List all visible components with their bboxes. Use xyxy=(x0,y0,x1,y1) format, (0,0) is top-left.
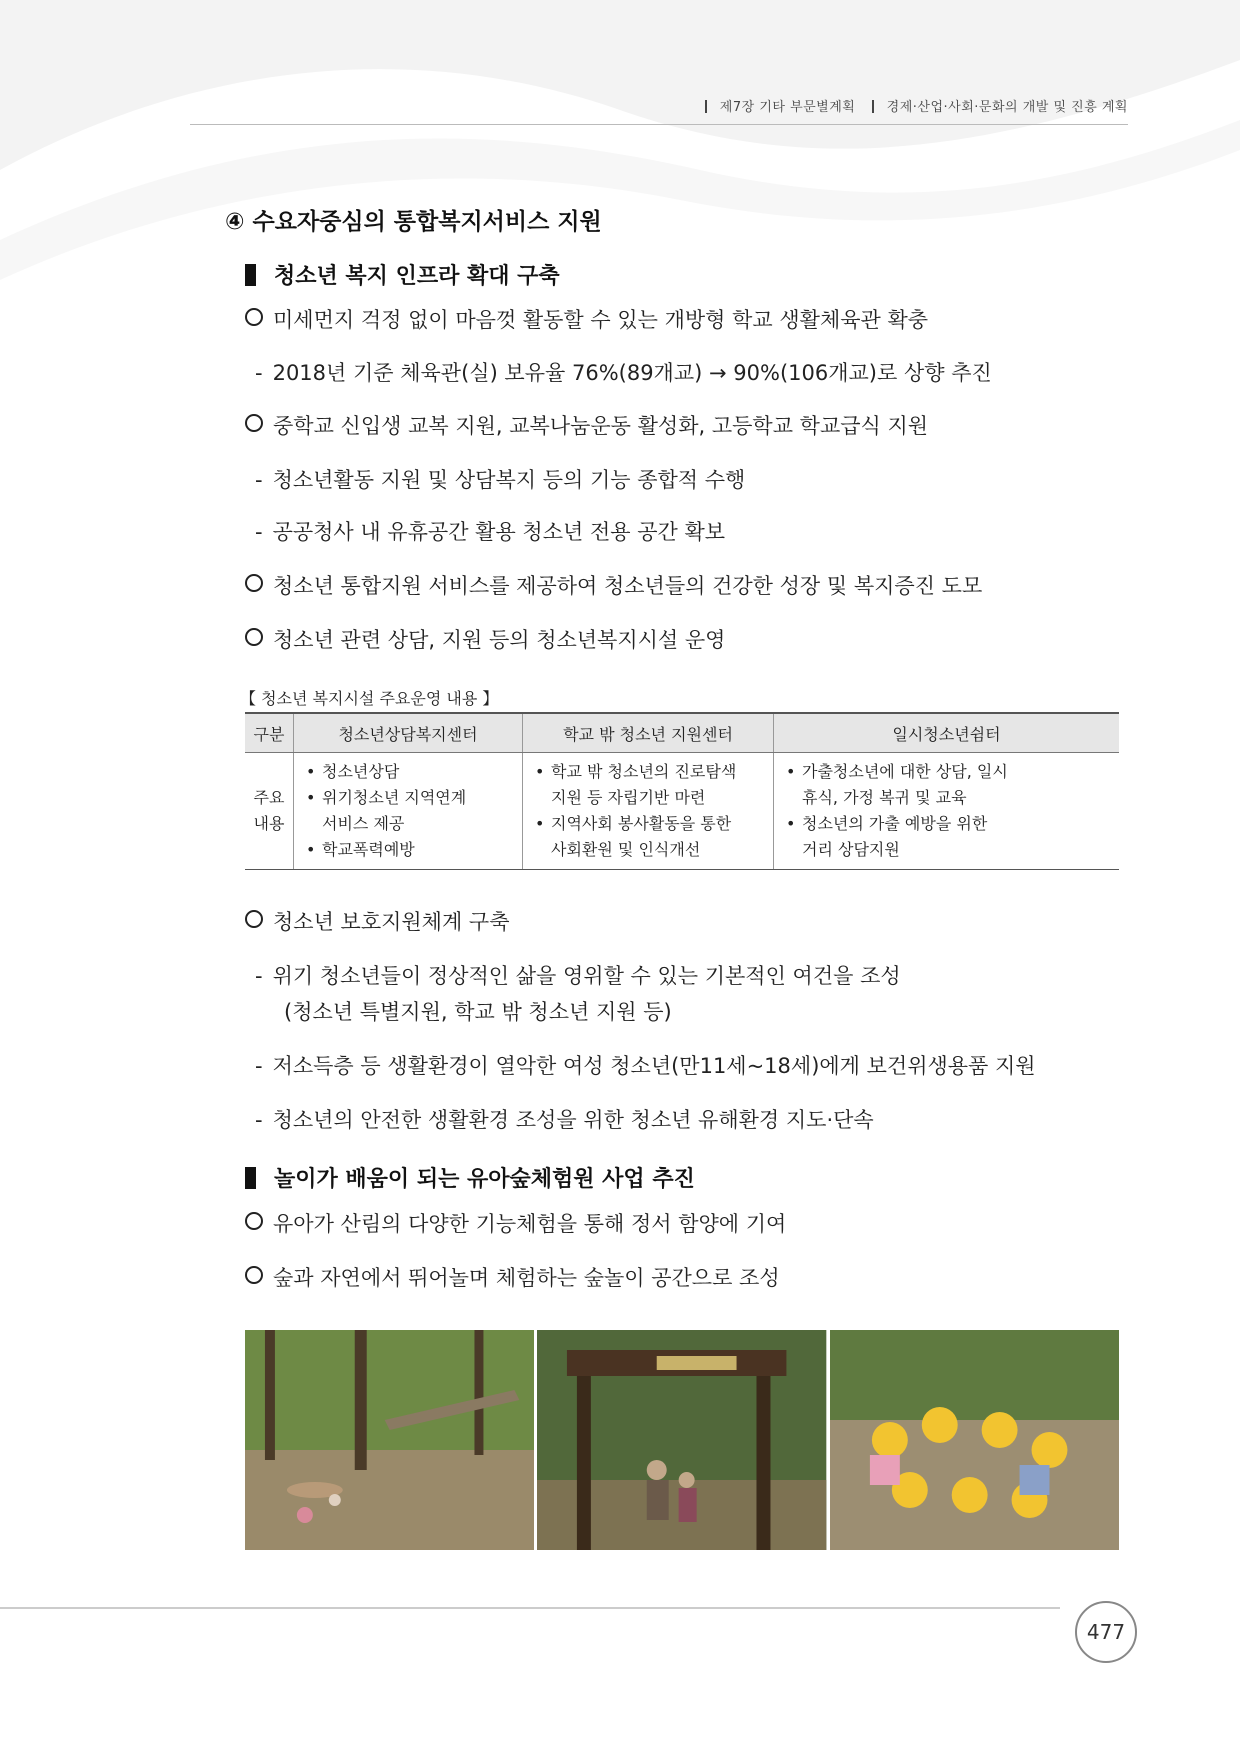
photo-forest-entrance-gate xyxy=(537,1330,826,1550)
cell-continuation: 거리 상담지원 xyxy=(802,840,900,859)
footer-rule xyxy=(0,1607,1060,1609)
table-header-cell: 구분 xyxy=(245,713,294,753)
subheading-forest-experience xyxy=(245,1162,695,1193)
circle-bullet-icon xyxy=(245,574,263,592)
cell-continuation: 지원 등 자립기반 마련 xyxy=(551,788,706,807)
table-header-cell: 일시청소년쉼터 xyxy=(774,713,1120,753)
subheading-text: 놀이가 배움이 되는 유아숲체험원 사업 추진 xyxy=(274,1167,695,1192)
cell-bullet: • 학교폭력예방 xyxy=(304,837,512,863)
page-number: 477 xyxy=(1075,1601,1137,1663)
list-item: - 저소득층 등 생활환경이 열악한 여성 청소년(만11세~18세)에게 보건위생용품 지원 xyxy=(255,1054,1036,1078)
cell-bullet: • 학교 밖 청소년의 진로탐색 xyxy=(533,759,763,785)
list-item: - 2018년 기준 체육관(실) 보유율 76%(89개교) → 90%(106개교)로 상향 추진 xyxy=(255,361,992,385)
circle-bullet-icon xyxy=(245,1212,263,1230)
subheading-text: 청소년 복지 인프라 확대 구축 xyxy=(274,264,560,289)
table-cell xyxy=(294,753,523,870)
list-item-text: 숲과 자연에서 뛰어놀며 체험하는 숲놀이 공간으로 조성 xyxy=(273,1266,780,1290)
list-item: - 청소년활동 지원 및 상담복지 등의 기능 종합적 수행 xyxy=(255,468,746,492)
table-header-row xyxy=(245,713,1119,753)
list-item xyxy=(245,906,510,936)
header-decoration xyxy=(0,0,1240,300)
list-item xyxy=(245,570,982,600)
circle-bullet-icon xyxy=(245,628,263,646)
photo-children-circle xyxy=(830,1330,1119,1550)
list-item-text: 청소년 관련 상담, 지원 등의 청소년복지시설 운영 xyxy=(273,628,726,652)
circle-bullet-icon xyxy=(245,414,263,432)
table-cell xyxy=(774,753,1120,870)
cell-bullet: • 위기청소년 지역연계 xyxy=(304,785,512,811)
row-label-line: 주요 xyxy=(253,788,285,807)
list-item-text: 청소년활동 지원 및 상담복지 등의 기능 종합적 수행 xyxy=(272,468,746,492)
circle-bullet-icon xyxy=(245,1266,263,1284)
circle-bullet-icon xyxy=(245,910,263,928)
list-item xyxy=(245,410,928,440)
welfare-facilities-table xyxy=(245,712,1119,870)
list-item-text: 청소년 통합지원 서비스를 제공하여 청소년들의 건강한 성장 및 복지증진 도모 xyxy=(273,574,983,598)
running-header xyxy=(693,96,1128,115)
list-item-text: 청소년의 안전한 생활환경 조성을 위한 청소년 유해환경 지도·단속 xyxy=(272,1108,874,1132)
header-rule xyxy=(190,124,1128,125)
list-item-text: 미세먼지 걱정 없이 마음껏 활동할 수 있는 개방형 학교 생활체육관 확충 xyxy=(273,308,929,332)
header-divider xyxy=(872,100,874,113)
list-item-continuation: (청소년 특별지원, 학교 밖 청소년 지원 등) xyxy=(284,1000,672,1024)
list-item xyxy=(245,1262,780,1292)
table-caption: 【 청소년 복지시설 주요운영 내용 】 xyxy=(240,689,499,708)
subheading-youth-welfare xyxy=(245,259,560,290)
circle-bullet-icon xyxy=(245,308,263,326)
cell-bullet: • 가출청소년에 대한 상담, 일시 xyxy=(784,759,1109,785)
cell-bullet: • 지역사회 봉사활동을 통한 xyxy=(533,811,763,837)
list-item xyxy=(245,624,725,654)
cell-continuation: 휴식, 가정 복귀 및 교육 xyxy=(802,788,967,807)
list-item xyxy=(245,1208,786,1238)
list-item: - 공공청사 내 유휴공간 활용 청소년 전용 공간 확보 xyxy=(255,520,726,544)
list-item: - 위기 청소년들이 정상적인 삶을 영위할 수 있는 기본적인 여건을 조성 xyxy=(255,964,901,988)
list-item-text: 중학교 신입생 교복 지원, 교복나눔운동 활성화, 고등학교 학교급식 지원 xyxy=(273,414,929,438)
cell-continuation: 서비스 제공 xyxy=(322,814,405,833)
header-chapter: 제7장 기타 부문별계획 xyxy=(719,100,856,115)
cell-bullet: • 청소년의 가출 예방을 위한 xyxy=(784,811,1109,837)
list-item-text: 공공청사 내 유휴공간 활용 청소년 전용 공간 확보 xyxy=(272,520,726,544)
row-label-cell xyxy=(245,753,294,870)
list-item xyxy=(245,304,928,334)
table-row xyxy=(245,753,1119,870)
row-label-line: 내용 xyxy=(253,814,285,833)
header-divider xyxy=(705,100,707,113)
photo-strip xyxy=(245,1330,1119,1550)
table-header-cell: 청소년상담복지센터 xyxy=(294,713,523,753)
section-title: ④ 수요자중심의 통합복지서비스 지원 xyxy=(225,209,602,235)
list-item-text: 위기 청소년들이 정상적인 삶을 영위할 수 있는 기본적인 여건을 조성 xyxy=(272,964,901,988)
list-item-text: 저소득층 등 생활환경이 열악한 여성 청소년(만11세~18세)에게 보건위생용품 지원 xyxy=(272,1054,1036,1078)
list-item-text: 청소년 보호지원체계 구축 xyxy=(273,910,510,934)
table-cell xyxy=(523,753,774,870)
heading-block-marker xyxy=(245,264,256,286)
table-header-cell: 학교 밖 청소년 지원센터 xyxy=(523,713,774,753)
photo-forest-playground xyxy=(245,1330,534,1550)
list-item-text: 2018년 기준 체육관(실) 보유율 76%(89개교) → 90%(106개교)로 상향 추진 xyxy=(272,361,992,385)
list-item: - 청소년의 안전한 생활환경 조성을 위한 청소년 유해환경 지도·단속 xyxy=(255,1108,874,1132)
cell-continuation: 사회환원 및 인식개선 xyxy=(551,840,701,859)
list-item-text: 유아가 산림의 다양한 기능체험을 통해 정서 함양에 기여 xyxy=(273,1212,787,1236)
cell-bullet: • 청소년상담 xyxy=(304,759,512,785)
heading-block-marker xyxy=(245,1167,256,1189)
header-section: 경제·산업·사회·문화의 개발 및 진흥 계획 xyxy=(886,100,1128,115)
